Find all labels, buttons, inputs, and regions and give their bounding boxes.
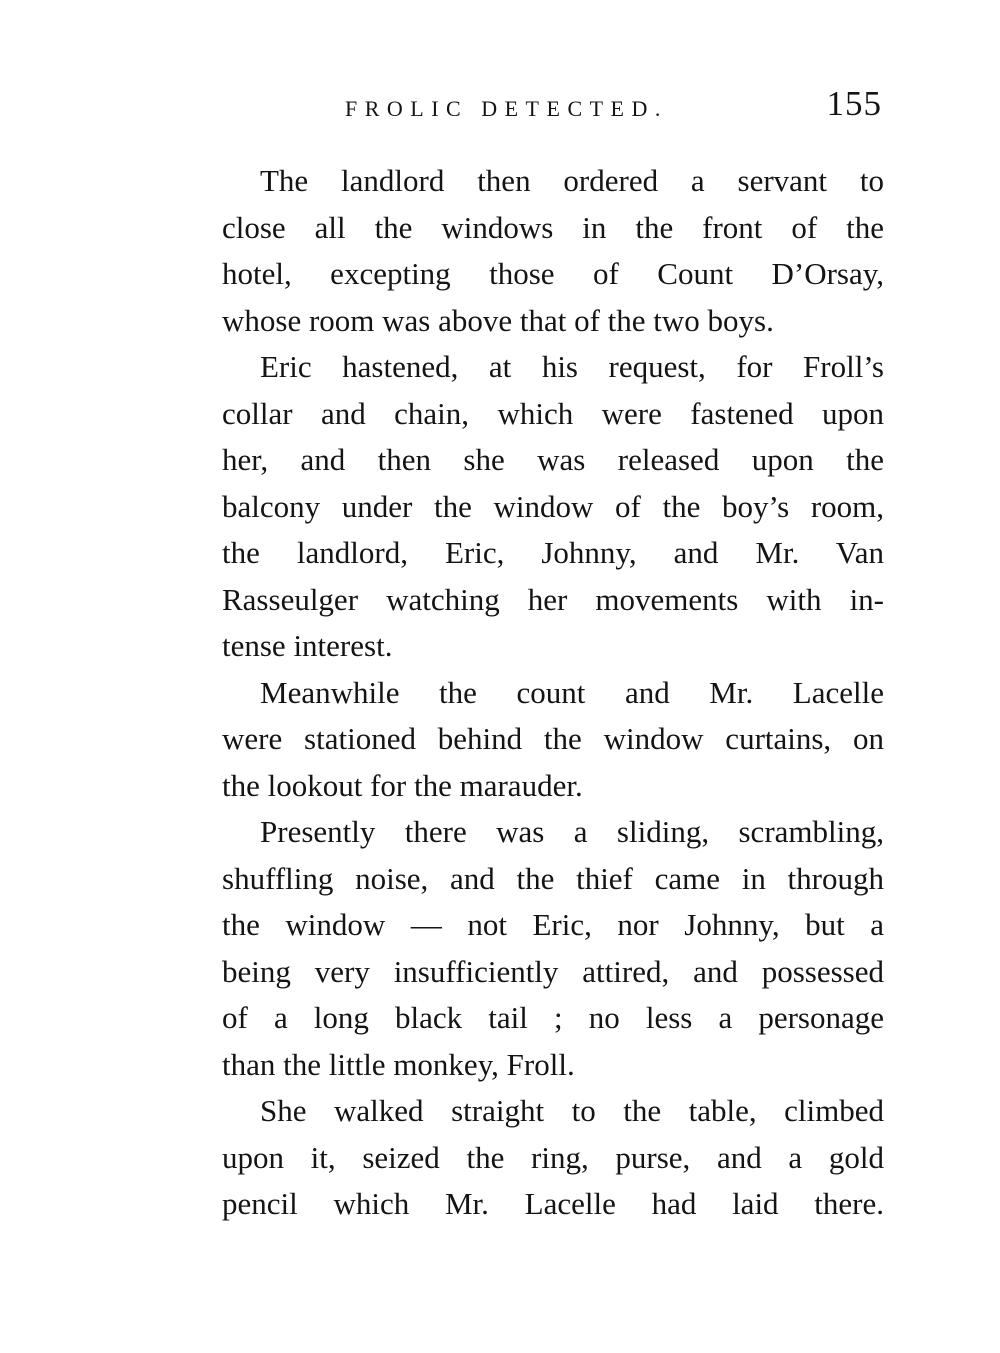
text-line: the window — not Eric, nor Johnny, but a — [222, 907, 884, 942]
text-line: Meanwhile the count and Mr. Lacelle — [260, 674, 884, 710]
text-line: were stationed behind the window curtains, on — [222, 721, 884, 756]
text-line: whose room was above that of the two boys. — [222, 302, 774, 338]
paragraph-4 — [222, 809, 884, 1088]
running-title: FROLIC DETECTED. — [345, 96, 668, 121]
text-line: The landlord then ordered a servant to — [260, 163, 884, 198]
text-line: of a long black tail ; no less a personage — [222, 1000, 884, 1035]
text-line: the lookout for the marauder. — [222, 767, 583, 803]
text-line: pencil which Mr. Lacelle had laid there. — [222, 1186, 884, 1221]
text-line: collar and chain, which were fastened upon — [222, 395, 884, 431]
text-line: being very insufficiently attired, and possessed — [222, 953, 884, 989]
text-line: She walked straight to the table, climbed — [260, 1093, 884, 1128]
text-line: tense interest. — [222, 628, 393, 663]
paragraph-5 — [222, 1088, 884, 1228]
text-line: her, and then she was released upon the — [222, 442, 884, 477]
text-line: shuffling noise, and the thief came in through — [222, 860, 884, 896]
text-line: Presently there was a sliding, scrambling, — [260, 814, 884, 849]
paragraph-3 — [222, 670, 884, 810]
text-line: Eric hastened, at his request, for Froll’s — [260, 349, 884, 384]
running-head — [222, 82, 882, 132]
body-text — [222, 158, 884, 1228]
text-line: than the little monkey, Froll. — [222, 1046, 575, 1082]
paragraph-2 — [222, 344, 884, 670]
text-line: balcony under the window of the boy’s room, — [222, 488, 884, 524]
text-line: upon it, seized the ring, purse, and a gold — [222, 1139, 884, 1175]
text-line: Rasseulger watching her movements with in- — [222, 581, 884, 617]
text-line: close all the windows in the front of the — [222, 209, 884, 245]
text-line: hotel, excepting those of Count D’Orsay, — [222, 256, 884, 291]
paragraph-1 — [222, 158, 884, 344]
text-line: the landlord, Eric, Johnny, and Mr. Van — [222, 535, 884, 570]
page-number: 155 — [826, 84, 882, 123]
